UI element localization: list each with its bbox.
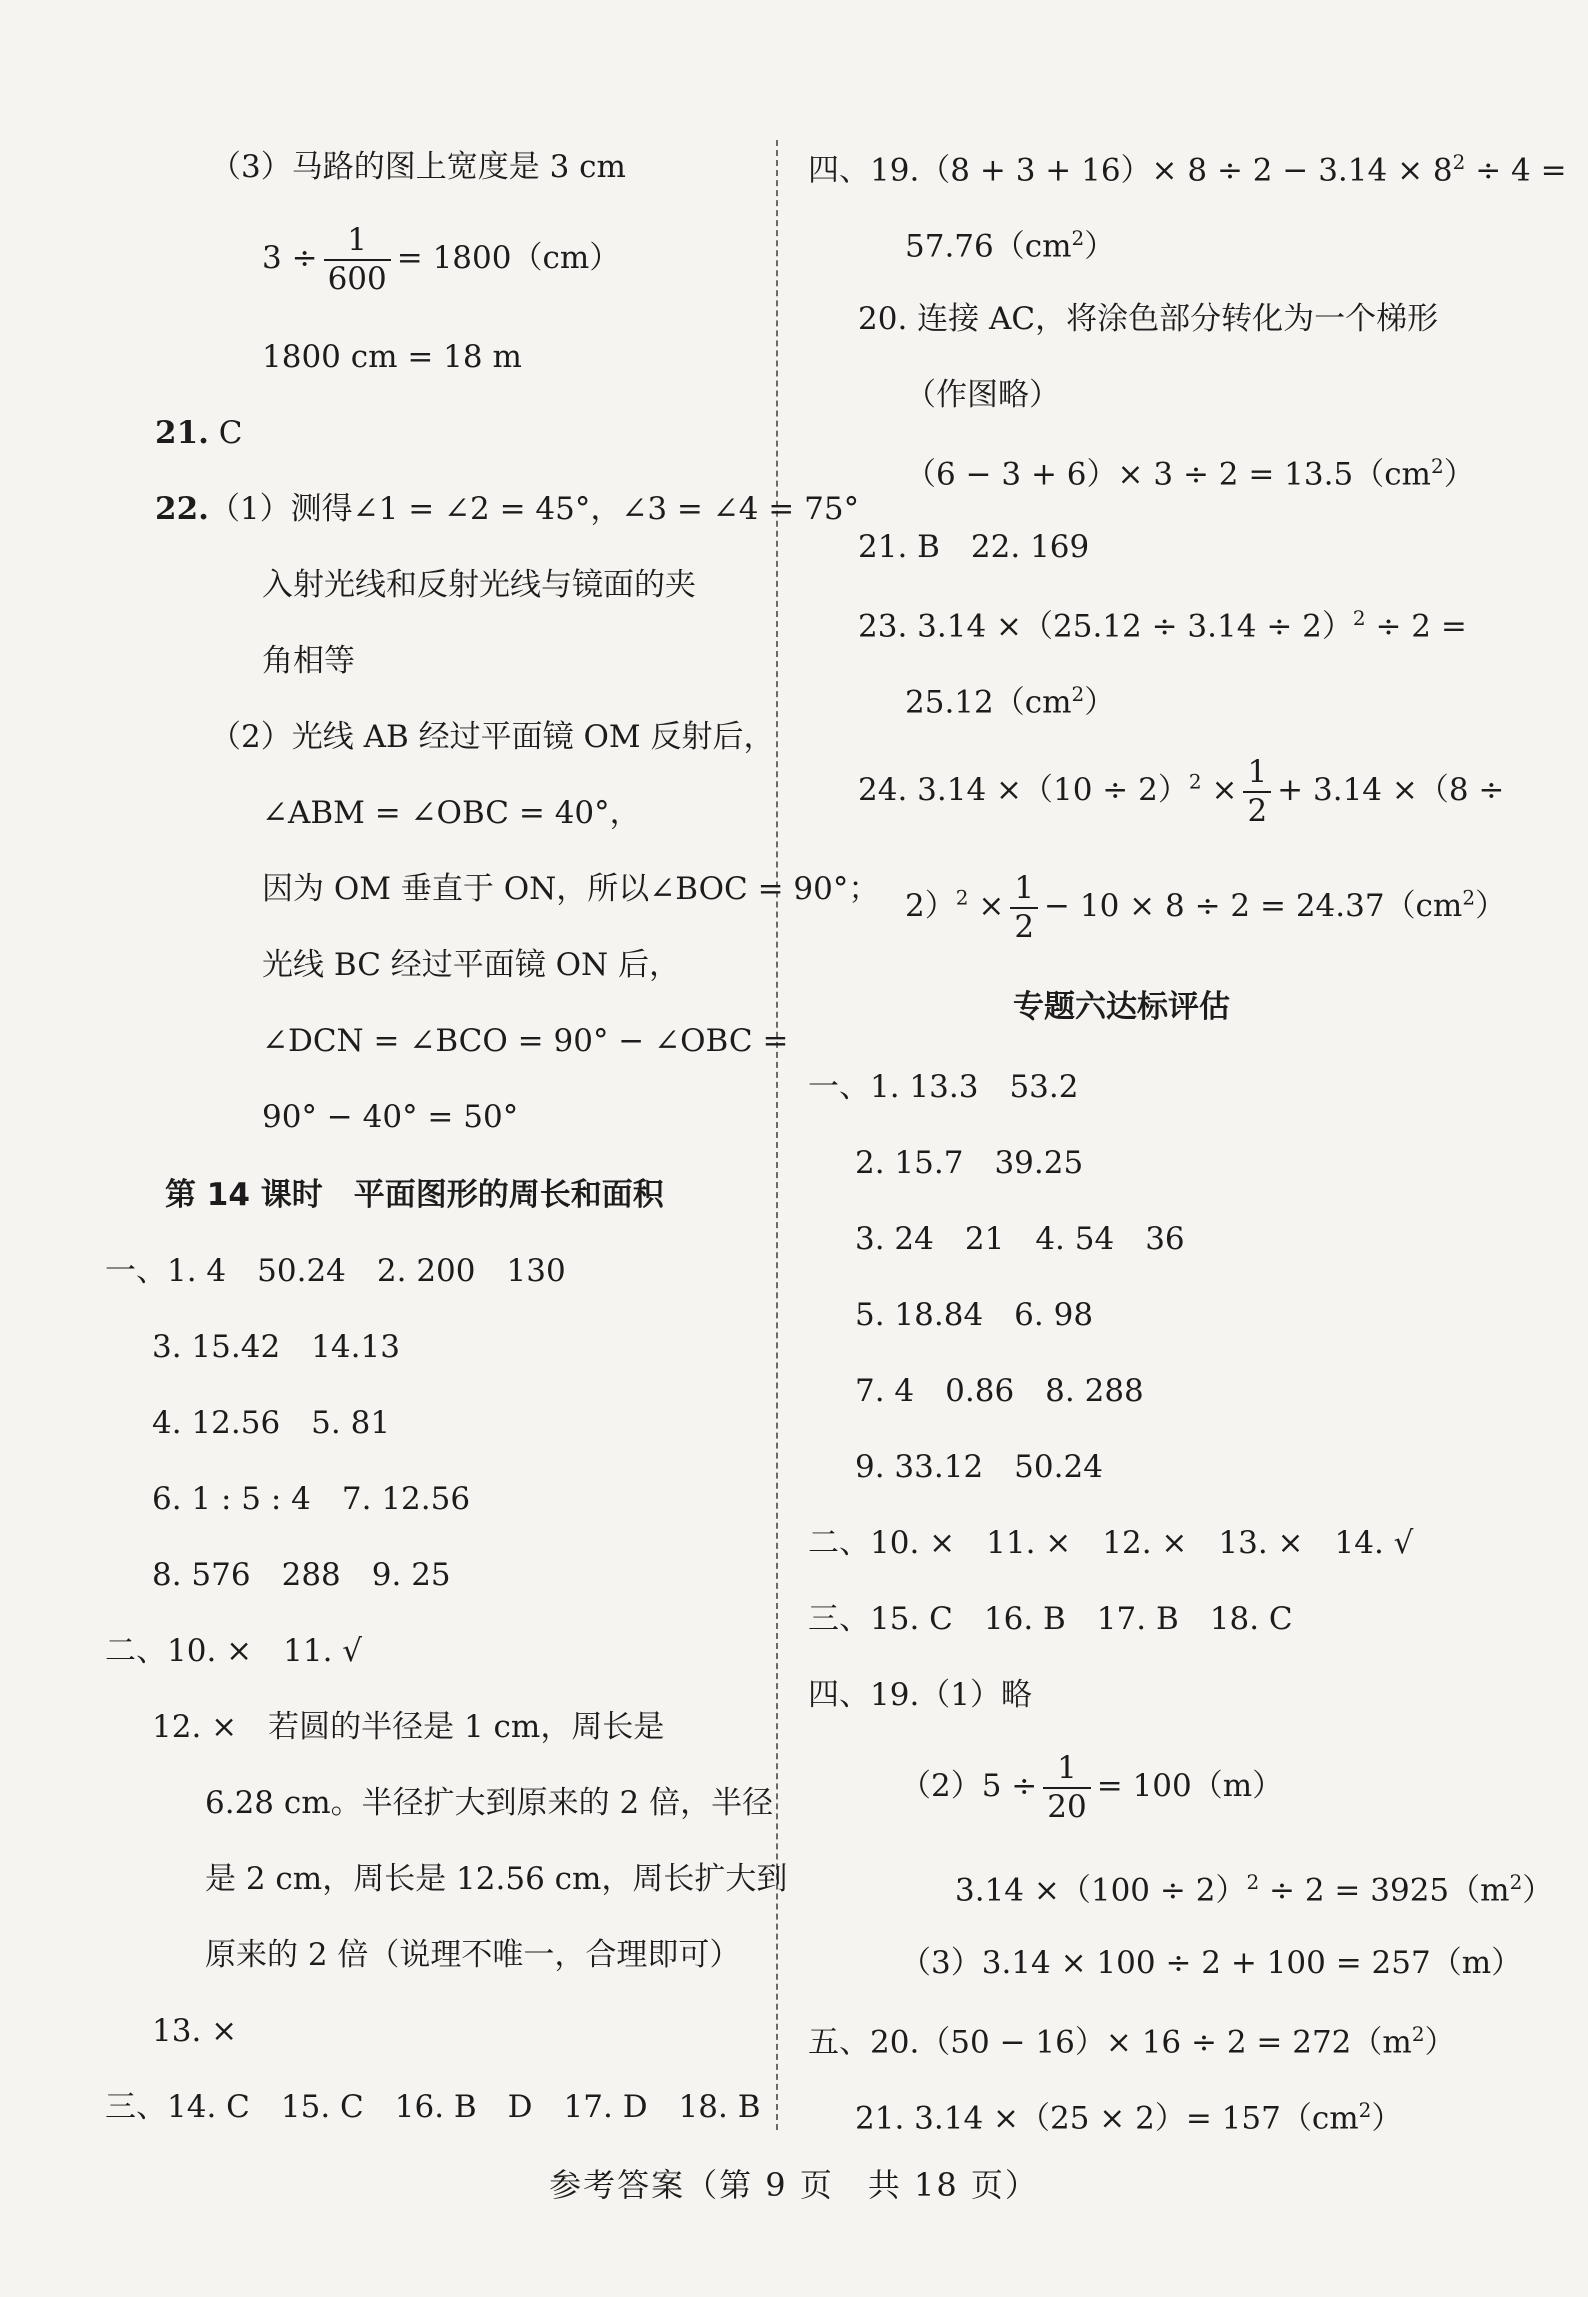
answer-line: 3. 24 21 4. 54 36 xyxy=(855,1221,1185,1257)
answer-line: 三、14. C 15. C 16. B D 17. D 18. B xyxy=(105,2089,761,2125)
answer-line: 13. × xyxy=(152,2013,238,2049)
answer-line: 入射光线和反射光线与镜面的夹 xyxy=(262,567,696,603)
answer-line: 22.（1）测得∠1 = ∠2 = 45°，∠3 = ∠4 = 75° xyxy=(155,491,860,527)
answer-line: $3.14 \times(100 \div 2)^2 \div 2 = 3925(m^2)$ xyxy=(955,1870,1554,1909)
answer-line: 因为 OM 垂直于 ON，所以∠BOC = 90°； xyxy=(262,871,880,907)
answer-line: 光线 BC 经过平面镜 ON 后， xyxy=(262,947,681,983)
answer-line: 四、19.（1）略 xyxy=(808,1677,1033,1713)
answer-line: 五、$20.(50 - 16)\times 16 \div 2 = 272(m^2)$ xyxy=(808,2022,1456,2061)
fraction: $\frac{1}{20}$ xyxy=(1043,1752,1090,1823)
answer-line: 21. $3.14 \times(25 \times 2)= 157(cm^2)$ xyxy=(855,2098,1403,2137)
answer-line: ∠ABM = ∠OBC = 40°， xyxy=(262,795,641,831)
answer-line: 23. $3.14 \times(25.12 \div 3.14 \div 2)^2 \div 2$ = xyxy=(858,606,1467,645)
answer-line: 二、10. × 11. × 12. × 13. × 14. √ xyxy=(808,1525,1414,1561)
answer-line: 21. C xyxy=(155,415,243,451)
fraction-equation: 2）$^2$ × $\frac{1}{2}$ − $10 \times 8 \div 2 = 24.37(cm^2)$ xyxy=(905,870,1507,945)
fraction-equation: （2）5 ÷ $\frac{1}{20}$ = 100（m） xyxy=(900,1750,1284,1825)
section-heading: 专题六达标评估 xyxy=(1013,989,1230,1025)
answer-line: 6.28 cm。半径扩大到原来的 2 倍，半径 xyxy=(205,1785,774,1821)
answer-line: 5. 18.84 6. 98 xyxy=(855,1297,1094,1333)
answer-line: $25.12(cm^2)$ xyxy=(905,682,1116,721)
answer-line: 四、$19.(8 + 3 + 16)\times 8 \div 2 - 3.14 \times 8^2 \div 4$ = xyxy=(808,150,1567,189)
answer-line: 90° − 40° = 50° xyxy=(262,1099,519,1135)
answer-line: ∠DCN = ∠BCO = 90° − ∠OBC = xyxy=(262,1023,789,1059)
fraction: $\frac{1}{2}$ xyxy=(1010,872,1038,943)
answer-line: （3）3.14 × 100 ÷ 2 + 100 = 257（m） xyxy=(900,1945,1523,1981)
answer-line: 8. 576 288 9. 25 xyxy=(152,1557,451,1593)
answer-line: 是 2 cm，周长是 12.56 cm，周长扩大到 xyxy=(205,1861,788,1897)
answer-line: 三、15. C 16. B 17. B 18. C xyxy=(808,1601,1293,1637)
answer-line: $(6 - 3 + 6)\times 3 \div 2 = 13.5(cm^2)$ xyxy=(905,454,1475,493)
answer-line: （3）马路的图上宽度是 3 cm xyxy=(210,149,626,185)
answer-line: 6. 1 : 5 : 4 7. 12.56 xyxy=(152,1481,471,1517)
answer-line: 2. 15.7 39.25 xyxy=(855,1145,1084,1181)
fraction: $\frac{1}{2}$ xyxy=(1243,756,1271,827)
column-divider xyxy=(776,140,778,2130)
section-heading: 第 14 课时 平面图形的周长和面积 xyxy=(165,1177,664,1213)
answer-line: （2）光线 AB 经过平面镜 OM 反射后， xyxy=(210,719,775,755)
answer-line: 一、1. 4 50.24 2. 200 130 xyxy=(105,1253,566,1289)
answer-line: 21. B 22. 169 xyxy=(858,529,1090,565)
answer-line: 3. 15.42 14.13 xyxy=(152,1329,400,1365)
fraction-equation: 24. $3.14 \times(10 \div 2)^2$ × $\frac{1}{2}$ + 3.14 ×（8 ÷ xyxy=(858,754,1505,829)
answer-line: （作图略） xyxy=(905,377,1060,413)
answer-line: 二、10. × 11. √ xyxy=(105,1633,363,1669)
answer-line: 7. 4 0.86 8. 288 xyxy=(855,1373,1144,1409)
fraction-equation: 3 ÷ $\frac{1}{600}$ = 1800（cm） xyxy=(262,222,621,297)
answer-line: 9. 33.12 50.24 xyxy=(855,1449,1103,1485)
fraction: $\frac{1}{600}$ xyxy=(324,224,391,295)
answer-line: 12. × 若圆的半径是 1 cm，周长是 xyxy=(152,1709,665,1745)
answer-line: 角相等 xyxy=(262,643,355,679)
answer-line: 1800 cm = 18 m xyxy=(262,339,522,375)
answer-line: 原来的 2 倍（说理不唯一，合理即可） xyxy=(205,1937,741,1973)
answer-line: 20. 连接 AC，将涂色部分转化为一个梯形 xyxy=(858,301,1439,337)
answer-line: $57.76(cm^2)$ xyxy=(905,226,1116,265)
page-footer: 参考答案（第 9 页 共 18 页） xyxy=(549,2166,1039,2204)
answer-line: 一、1. 13.3 53.2 xyxy=(808,1069,1079,1105)
answer-line: 4. 12.56 5. 81 xyxy=(152,1405,391,1441)
